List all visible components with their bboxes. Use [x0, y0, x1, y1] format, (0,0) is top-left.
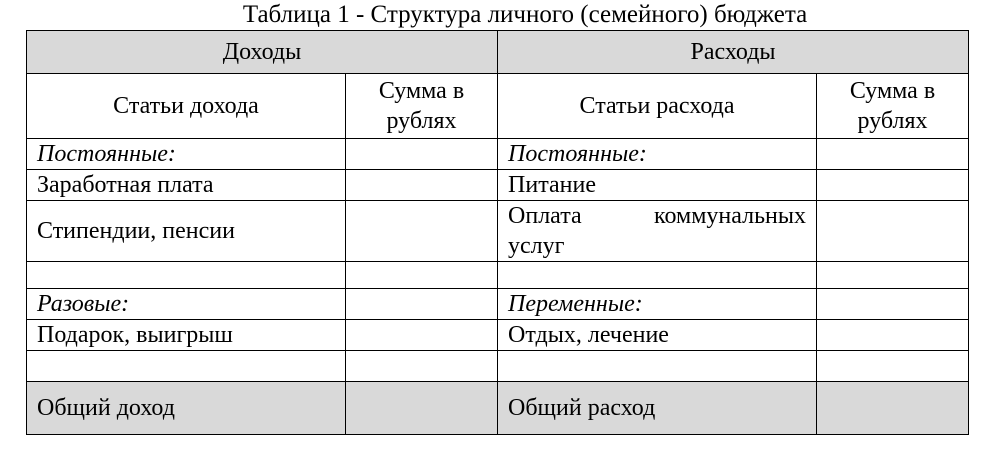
budget-table: [26, 30, 969, 435]
income-category-one-time: Разовые:: [27, 289, 346, 320]
table-caption: Таблица 1 - Структура личного (семейного) бюджета: [242, 1, 808, 28]
expense-header: Расходы: [498, 31, 969, 74]
income-items-header: Статьи дохода: [27, 74, 346, 139]
expense-sum-header-line2: рублях: [857, 108, 928, 134]
expense-item: [498, 201, 817, 262]
income-sum-header-line2: рублях: [386, 108, 457, 134]
table-header-row: [27, 31, 969, 74]
table-row: [27, 320, 969, 351]
expense-sum-cell: [817, 289, 969, 320]
expense-item-line2: услуг: [508, 233, 565, 259]
expense-category-variable: Переменные:: [498, 289, 817, 320]
table-row: [27, 139, 969, 170]
income-sum-cell: [346, 351, 498, 382]
expense-items-header: Статьи расхода: [498, 74, 817, 139]
income-sum-cell: [346, 139, 498, 170]
expense-item: [498, 262, 817, 289]
expense-total-label: Общий расход: [498, 382, 817, 435]
expense-total-sum: [817, 382, 969, 435]
table-row: [27, 351, 969, 382]
income-sum-cell: [346, 170, 498, 201]
income-category-permanent: Постоянные:: [27, 139, 346, 170]
income-sum-header: [346, 74, 498, 139]
income-header: Доходы: [27, 31, 498, 74]
table-total-row: [27, 382, 969, 435]
expense-sum-cell: [817, 170, 969, 201]
income-total-sum: [346, 382, 498, 435]
income-item: Стипендии, пенсии: [27, 201, 346, 262]
expense-sum-header-line1: Сумма в: [849, 78, 936, 104]
expense-sum-cell: [817, 351, 969, 382]
expense-item-line1: [508, 201, 806, 231]
income-sum-cell: [346, 320, 498, 351]
expense-item-word: Оплата: [508, 203, 582, 229]
expense-item-word: коммунальных: [654, 203, 807, 229]
income-sum-cell: [346, 289, 498, 320]
expense-item: Отдых, лечение: [498, 320, 817, 351]
table-subheader-row: [27, 74, 969, 139]
expense-sum-cell: [817, 139, 969, 170]
expense-sum-header: [817, 74, 969, 139]
table-row: [27, 201, 969, 262]
income-sum-header-line1: Сумма в: [378, 78, 465, 104]
table-row: [27, 170, 969, 201]
table-row: [27, 262, 969, 289]
expense-sum-cell: [817, 320, 969, 351]
expense-category-permanent: Постоянные:: [498, 139, 817, 170]
income-item: Заработная плата: [27, 170, 346, 201]
expense-sum-cell: [817, 201, 969, 262]
expense-item: Питание: [498, 170, 817, 201]
expense-item: [498, 351, 817, 382]
income-sum-cell: [346, 262, 498, 289]
income-item: [27, 262, 346, 289]
income-total-label: Общий доход: [27, 382, 346, 435]
table-row: [27, 289, 969, 320]
income-item: [27, 351, 346, 382]
income-item: Подарок, выигрыш: [27, 320, 346, 351]
expense-sum-cell: [817, 262, 969, 289]
income-sum-cell: [346, 201, 498, 262]
